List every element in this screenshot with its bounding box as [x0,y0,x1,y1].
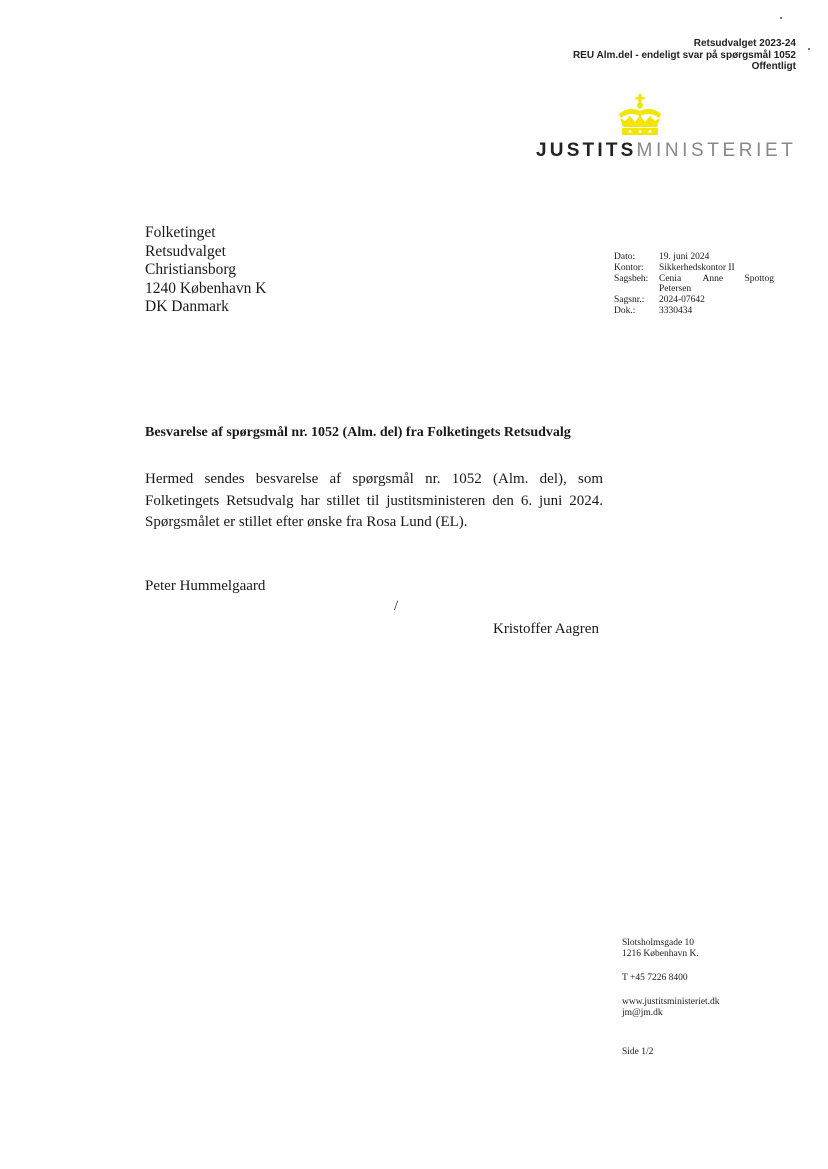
logo-word-light: MINISTERIET [636,140,797,161]
meta-case-number-row [614,295,774,306]
meta-caseworker-row [614,274,774,285]
meta-label: Sagsbeh: [614,273,649,284]
logo-word-bold: JUSTITS [536,140,637,161]
recipient-line: 1240 København K [145,279,267,297]
ministry-contact-footer [622,938,720,1058]
recipient-line: Folketinget [145,224,216,241]
meta-label: Kontor: [614,262,644,273]
letter-subject: Besvarelse af spørgsmål nr. 1052 (Alm. del) fra Folketingets Retsudvalg [145,425,571,440]
footer-website: www.justitsministeriet.dk [622,997,720,1007]
document-reference-header [573,38,796,73]
body-line: Folketingets Retsudvalg har stillet til justitsministeren den 6. juni 2024. [145,492,603,509]
meta-value: Sikkerhedskontor II [659,262,735,273]
body-line: Hermed sendes besvarelse af spørgsmål nr. 1052 (Alm. del), som [145,471,603,487]
meta-value: 3330434 [659,305,693,316]
meta-value: 19. juni 2024 [659,252,710,262]
public-status: Offentligt [751,61,796,72]
signer-minister: Peter Hummelgaard [145,578,266,594]
caseworker-name-part: Cenia [659,273,682,284]
caseworker-name-part: Anne [702,273,724,284]
recipient-line: DK Danmark [145,298,229,315]
footer-email: jm@jm.dk [622,1008,663,1018]
caseworker-name-part: Petersen [659,284,692,295]
scan-speck [780,17,782,19]
body-line: Spørgsmålet er stillet efter ønske fra Rosa Lund (EL). [145,514,468,530]
meta-date-row [614,252,774,263]
meta-label: Dok.: [614,305,636,316]
recipient-address [145,224,266,317]
ministry-logo-wordmark [536,140,796,162]
footer-city: 1216 København K. [622,949,699,959]
meta-label: Dato: [614,252,636,262]
document-reference: REU Alm.del - endeligt svar på spørgsmål 1052 [572,49,796,61]
meta-value [659,274,774,285]
committee-session: Retsudvalget 2023-24 [693,38,796,49]
case-metadata [614,252,774,317]
meta-office-row [614,263,774,274]
footer-street: Slotsholmsgade 10 [622,938,695,948]
caseworker-name-part: Spottog [744,273,774,284]
meta-document-row [614,306,774,317]
letter-body [145,469,603,534]
recipient-line: Christiansborg [145,261,236,278]
meta-label: Sagsnr.: [614,295,645,306]
meta-value: 2024-07642 [659,295,705,306]
page-number: Side 1/2 [622,1047,654,1057]
signer-official: Kristoffer Aagren [493,621,599,637]
signature-separator: / [394,598,399,614]
footer-phone: T +45 7226 8400 [622,973,688,983]
scan-speck [808,48,810,50]
crown-icon [614,94,666,138]
recipient-line: Retsudvalget [145,242,226,260]
